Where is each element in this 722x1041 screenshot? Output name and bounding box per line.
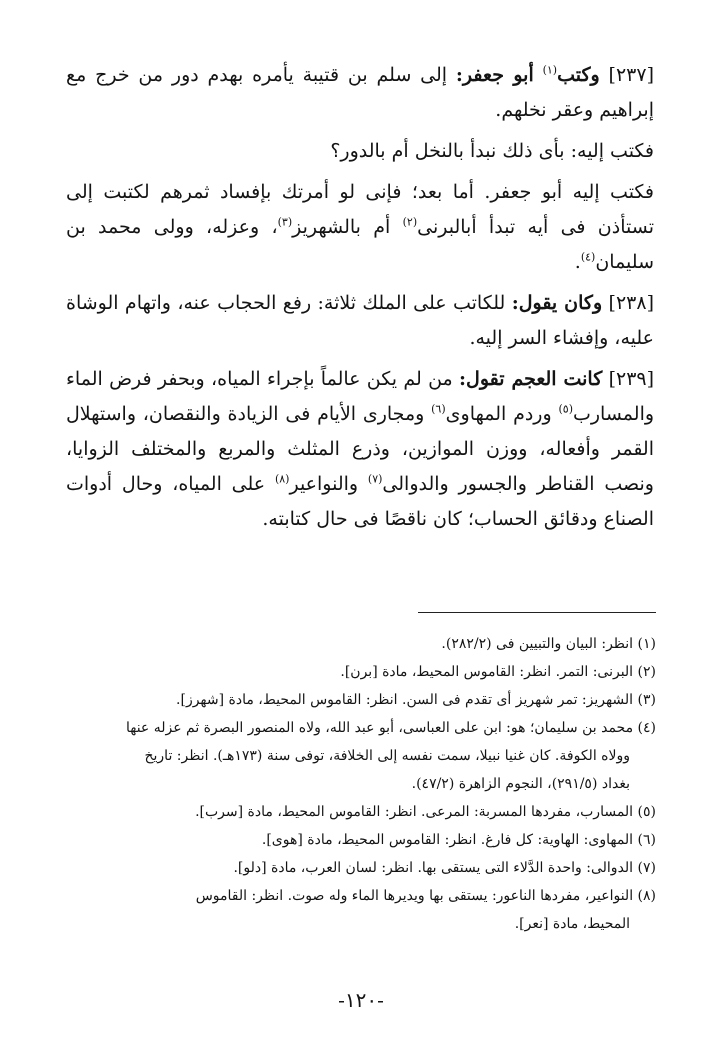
footnote-text: المهاوى: الهاوية: كل فارغ. انظر: القاموس المحيط، مادة [هوى]. <box>261 832 634 848</box>
footnote-3 <box>66 686 656 714</box>
paragraph-237 <box>66 58 654 128</box>
footnote-1 <box>66 630 656 658</box>
footnote-ref[interactable]: (١) <box>542 63 558 77</box>
entry-number: [٢٣٩] <box>608 368 655 390</box>
footnote-8 <box>66 882 656 938</box>
footnote-text: النواعير، مفردها الناعور: يستقى بها ويديرها الماء وله صوت. انظر: القاموس <box>195 888 634 904</box>
paragraph-reply <box>66 175 654 280</box>
footnote-ref[interactable]: (٤) <box>580 250 596 264</box>
footnote-4 <box>66 714 656 798</box>
footnote-divider <box>418 612 656 613</box>
paragraph-text: وردم المهاوى <box>445 403 552 425</box>
paragraph-text: من لم يكن عالماً بإجراء المياه، وبحفر فرض الماء والمسارب <box>66 368 655 425</box>
footnote-number: (٣) <box>637 692 656 708</box>
page-number: -١٢٠- <box>338 988 384 1012</box>
footnote-ref[interactable]: (٧) <box>367 472 383 486</box>
footnote-text: محمد بن سليمان؛ هو: ابن على العباسى، أبو عبد الله، ولاه المنصور البصرة ثم عزله عنها <box>125 720 634 736</box>
footnote-continuation: وولاه الكوفة. كان غنيا نبيلا، سمت نفسه إلى الخلافة، توفى سنة (١٧٣هـ). انظر: تاريخ <box>144 748 630 764</box>
footnote-number: (١) <box>637 636 656 652</box>
footnote-number: (٦) <box>637 832 656 848</box>
footnote-number: (٧) <box>637 860 656 876</box>
entry-lead: أبو جعفر: <box>455 64 534 86</box>
paragraph-text: والنواعير <box>289 473 359 495</box>
paragraph-text: فكتب إليه: بأى ذلك نبدأ بالنخل أم بالدور؟ <box>330 140 654 162</box>
footnote-5 <box>66 798 656 826</box>
entry-number: [٢٣٨] <box>608 292 654 314</box>
footnote-continuation: المحيط، مادة [نعر]. <box>514 916 630 932</box>
entry-number: [٢٣٧] <box>608 64 654 86</box>
entry-title: وكتب <box>557 64 600 86</box>
paragraph-text: ومجارى الأيام فى الزيادة والنقصان، واستهلال القمر وأفعاله، ووزن الموازين، وذرع المثلث والمربع والمختلف الزوايا، ونصب القناطر والجسور والدوالى <box>66 403 654 495</box>
entry-title: وكان يقول: <box>511 292 603 314</box>
footnote-2 <box>66 658 656 686</box>
footnote-ref[interactable]: (٨) <box>274 472 290 486</box>
footnote-ref[interactable]: (٥) <box>558 402 573 416</box>
footnote-ref[interactable]: (٦) <box>431 402 446 416</box>
footnotes <box>66 630 656 938</box>
footnote-ref[interactable]: (٣) <box>277 215 293 229</box>
paragraph-text: إلى سلم بن قتيبة يأمره بهدم دور من خرج مع إبراهيم وعقر نخلهم. <box>66 64 654 121</box>
entry-title: كانت العجم تقول: <box>459 368 603 390</box>
paragraph-239 <box>66 362 654 537</box>
main-text <box>66 58 654 543</box>
paragraph-text: . <box>574 251 581 273</box>
footnote-number: (٤) <box>637 720 656 736</box>
footnote-text: انظر: البيان والتبيين فى (٢٨٢/٢). <box>441 636 634 652</box>
footnote-6 <box>66 826 656 854</box>
footnote-number: (٨) <box>637 888 656 904</box>
footnote-7 <box>66 854 656 882</box>
footnote-number: (٢) <box>637 664 656 680</box>
footnote-ref[interactable]: (٢) <box>402 215 418 229</box>
paragraph-text: للكاتب على الملك ثلاثة: رفع الحجاب عنه، واتهام الوشاة عليه، وإفشاء السر إليه. <box>66 292 654 349</box>
footnote-text: الدوالى: واحدة الدَّلاء التى يستقى بها. انظر: لسان العرب، مادة [دلو]. <box>233 860 634 876</box>
footnote-continuation: بغداد (٢٩١/٥)، النجوم الزاهرة (٤٧/٢). <box>411 776 630 792</box>
paragraph-text: فكتب إليه أبو جعفر. أما بعد؛ فإنى لو أمرتك بإفساد ثمرهم لكتبت إلى تستأذن فى أيه تبدأ أبالبرنى <box>66 181 654 238</box>
footnote-text: المسارب، مفردها المسربة: المرعى. انظر: القاموس المحيط، مادة [سرب]. <box>195 804 634 820</box>
paragraph-text: أم بالشهريز <box>292 216 391 238</box>
paragraph-238 <box>66 286 654 356</box>
footnote-text: الشهريز: تمر شهريز أى تقدم فى السن. انظر: القاموس المحيط، مادة [شهرز]. <box>176 692 634 708</box>
footnote-number: (٥) <box>637 804 656 820</box>
paragraph-text: ، وعزله، وولى محمد بن سليمان <box>66 216 654 273</box>
paragraph-text: على المياه، وحال أدوات الصناع ودقائق الحساب؛ كان ناقصًا فى حال كتابته. <box>66 473 654 530</box>
paragraph-question <box>66 134 654 169</box>
footnote-text: البرنى: التمر. انظر: القاموس المحيط، مادة [برن]. <box>340 664 634 680</box>
